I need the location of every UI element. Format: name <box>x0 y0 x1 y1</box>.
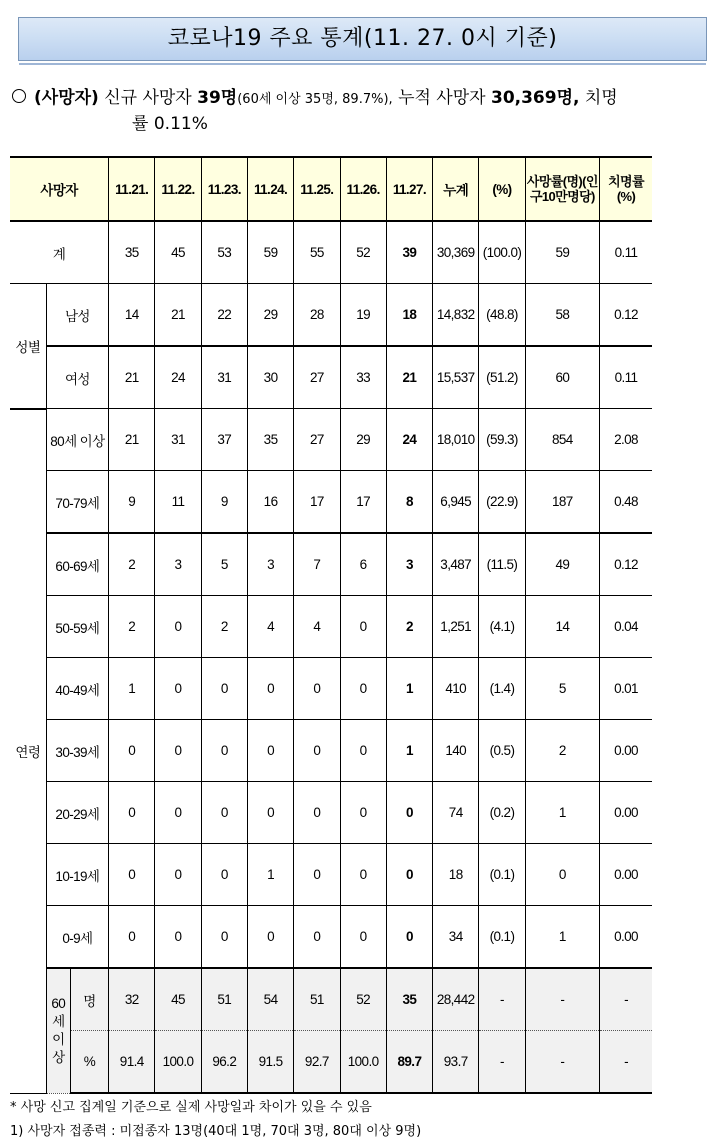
row-label: 10-19세 <box>46 844 108 906</box>
footnote-2: 1) 사망자 접종력 : 미접종자 13명(40대 1명, 70대 3명, 80대 이상 9명) <box>10 1124 422 1139</box>
table-row <box>10 346 652 409</box>
table-row <box>10 658 652 720</box>
value-cell: 30 <box>247 346 293 409</box>
summary-new-detail: (60세 이상 35명, 89.7%), <box>237 92 393 107</box>
value-cell: 91.4 <box>109 1031 155 1094</box>
footnote-1: * 사망 신고 집계일 기준으로 실제 사망일과 차이가 있을 수 있음 <box>10 1100 372 1115</box>
row-label: 계 <box>10 221 109 284</box>
value-cell: 24 <box>155 346 201 409</box>
value-cell: 1 <box>386 658 432 720</box>
value-cell: 22 <box>201 284 247 347</box>
value-cell: 0 <box>155 596 201 658</box>
row-label: 20-29세 <box>46 782 108 844</box>
death-summary <box>10 86 720 137</box>
fatality-cell: 0.00 <box>600 844 652 906</box>
value-cell: 89.7 <box>386 1031 432 1094</box>
value-cell: 27 <box>294 409 340 471</box>
value-cell: 21 <box>109 346 155 409</box>
value-cell: 0 <box>155 720 201 782</box>
value-cell: 0 <box>155 906 201 969</box>
value-cell: 59 <box>247 221 293 284</box>
value-cell: 0 <box>386 782 432 844</box>
value-cell: 33 <box>340 346 386 409</box>
pct-cell: (22.9) <box>479 471 525 534</box>
total-cell: 3,487 <box>433 533 479 596</box>
fatality-cell: 0.11 <box>600 346 652 409</box>
value-cell: 7 <box>294 533 340 596</box>
value-cell: 3 <box>386 533 432 596</box>
total-cell: 6,945 <box>433 471 479 534</box>
value-cell: 6 <box>340 533 386 596</box>
value-cell: 0 <box>340 906 386 969</box>
header-group: 사망자 <box>10 157 109 221</box>
value-cell: 0 <box>155 844 201 906</box>
pct-cell: - <box>479 1031 525 1094</box>
value-cell: 55 <box>294 221 340 284</box>
total-cell: 140 <box>433 720 479 782</box>
rate-cell: - <box>525 968 599 1031</box>
value-cell: 100.0 <box>340 1031 386 1094</box>
total-cell: 14,832 <box>433 284 479 347</box>
pct-cell: (0.5) <box>479 720 525 782</box>
value-cell: 1 <box>109 658 155 720</box>
header-date: 11.22. <box>155 157 201 221</box>
value-cell: 0 <box>294 844 340 906</box>
value-cell: 9 <box>201 471 247 534</box>
fatality-cell: 0.48 <box>600 471 652 534</box>
fatality-cell: 0.11 <box>600 221 652 284</box>
value-cell: 4 <box>247 596 293 658</box>
value-cell: 0 <box>340 658 386 720</box>
value-cell: 0 <box>201 782 247 844</box>
header-date: 11.26. <box>340 157 386 221</box>
bullet-circle-icon <box>12 89 26 103</box>
table-row <box>10 596 652 658</box>
value-cell: 1 <box>247 844 293 906</box>
value-cell: 91.5 <box>247 1031 293 1094</box>
total-cell: 34 <box>433 906 479 969</box>
value-cell: 0 <box>109 844 155 906</box>
rate-cell: 60 <box>525 346 599 409</box>
value-cell: 51 <box>294 968 340 1031</box>
value-cell: 52 <box>340 968 386 1031</box>
row-label: 남성 <box>46 284 108 347</box>
value-cell: 0 <box>201 844 247 906</box>
fatality-cell: 0.00 <box>600 906 652 969</box>
value-cell: 2 <box>109 596 155 658</box>
value-cell: 21 <box>155 284 201 347</box>
value-cell: 24 <box>386 409 432 471</box>
value-cell: 21 <box>109 409 155 471</box>
pct-cell: (0.2) <box>479 782 525 844</box>
summary-rate-label-1: 치명 <box>584 88 618 108</box>
table-header-row <box>10 157 652 221</box>
rate-cell: 1 <box>525 906 599 969</box>
fatality-cell: 0.04 <box>600 596 652 658</box>
value-cell: 0 <box>201 906 247 969</box>
header-rate-per-100k: 사망률(명)(인구10만명당) <box>525 157 599 221</box>
row-label: 0-9세 <box>46 906 108 969</box>
value-cell: 0 <box>386 906 432 969</box>
value-cell: 19 <box>340 284 386 347</box>
header-total: 누계 <box>433 157 479 221</box>
value-cell: 100.0 <box>155 1031 201 1094</box>
value-cell: 31 <box>201 346 247 409</box>
value-cell: 53 <box>201 221 247 284</box>
page-title-banner <box>18 17 707 61</box>
value-cell: 5 <box>201 533 247 596</box>
total-cell: 28,442 <box>433 968 479 1031</box>
value-cell: 0 <box>155 658 201 720</box>
table-row <box>10 844 652 906</box>
value-cell: 0 <box>201 658 247 720</box>
total-cell: 18 <box>433 844 479 906</box>
value-cell: 1 <box>386 720 432 782</box>
value-cell: 0 <box>340 720 386 782</box>
table-row <box>10 533 652 596</box>
header-pct: (%) <box>479 157 525 221</box>
value-cell: 51 <box>201 968 247 1031</box>
pct-cell: (100.0) <box>479 221 525 284</box>
fatality-cell: 0.12 <box>600 284 652 347</box>
summary-cum-value: 30,369명, <box>490 88 580 108</box>
value-cell: 52 <box>340 221 386 284</box>
total-cell: 30,369 <box>433 221 479 284</box>
group-label-over60: 60세 이상 <box>46 968 70 1093</box>
fatality-cell: 0.01 <box>600 658 652 720</box>
rate-cell: 0 <box>525 844 599 906</box>
total-cell: 1,251 <box>433 596 479 658</box>
value-cell: 31 <box>155 409 201 471</box>
value-cell: 17 <box>340 471 386 534</box>
pct-cell: (4.1) <box>479 596 525 658</box>
fatality-cell: 0.12 <box>600 533 652 596</box>
total-cell: 74 <box>433 782 479 844</box>
value-cell: 17 <box>294 471 340 534</box>
table-row <box>10 1031 652 1094</box>
pct-cell: (0.1) <box>479 844 525 906</box>
value-cell: 4 <box>294 596 340 658</box>
value-cell: 0 <box>340 782 386 844</box>
table-row <box>10 284 652 347</box>
value-cell: 2 <box>386 596 432 658</box>
total-cell: 15,537 <box>433 346 479 409</box>
pct-cell: - <box>479 968 525 1031</box>
value-cell: 0 <box>155 782 201 844</box>
value-cell: 0 <box>247 658 293 720</box>
rate-cell: 5 <box>525 658 599 720</box>
group-label-gender: 성별 <box>10 284 46 409</box>
row-label: 60-69세 <box>46 533 108 596</box>
table-row <box>10 471 652 534</box>
rate-cell: - <box>525 1031 599 1094</box>
value-cell: 28 <box>294 284 340 347</box>
pct-cell: (51.2) <box>479 346 525 409</box>
summary-rate-label-2: 률 <box>132 114 149 134</box>
value-cell: 0 <box>340 844 386 906</box>
value-cell: 27 <box>294 346 340 409</box>
header-date: 11.25. <box>294 157 340 221</box>
value-cell: 14 <box>109 284 155 347</box>
table-row <box>10 782 652 844</box>
header-date: 11.27. <box>386 157 432 221</box>
fatality-cell: 0.00 <box>600 720 652 782</box>
table-row <box>10 906 652 969</box>
rate-cell: 14 <box>525 596 599 658</box>
row-label: 명 <box>70 968 108 1031</box>
pct-cell: (48.8) <box>479 284 525 347</box>
fatality-cell: - <box>600 1031 652 1094</box>
row-label: 여성 <box>46 346 108 409</box>
total-cell: 93.7 <box>433 1031 479 1094</box>
table-row <box>10 720 652 782</box>
group-label-age: 연령 <box>10 409 46 1094</box>
summary-new-label: 신규 사망자 <box>104 88 192 108</box>
pct-cell: (59.3) <box>479 409 525 471</box>
pct-cell: (1.4) <box>479 658 525 720</box>
rate-cell: 854 <box>525 409 599 471</box>
value-cell: 0 <box>340 596 386 658</box>
value-cell: 21 <box>386 346 432 409</box>
total-cell: 410 <box>433 658 479 720</box>
fatality-cell: - <box>600 968 652 1031</box>
value-cell: 0 <box>247 720 293 782</box>
value-cell: 35 <box>247 409 293 471</box>
value-cell: 0 <box>294 782 340 844</box>
header-fatality-rate: 치명률(%) <box>600 157 652 221</box>
value-cell: 0 <box>294 720 340 782</box>
value-cell: 35 <box>386 968 432 1031</box>
value-cell: 37 <box>201 409 247 471</box>
value-cell: 45 <box>155 221 201 284</box>
header-date: 11.23. <box>201 157 247 221</box>
rate-cell: 59 <box>525 221 599 284</box>
header-date: 11.24. <box>247 157 293 221</box>
value-cell: 3 <box>247 533 293 596</box>
value-cell: 32 <box>109 968 155 1031</box>
rate-cell: 187 <box>525 471 599 534</box>
value-cell: 0 <box>247 782 293 844</box>
header-date: 11.21. <box>109 157 155 221</box>
value-cell: 8 <box>386 471 432 534</box>
value-cell: 0 <box>294 658 340 720</box>
value-cell: 2 <box>109 533 155 596</box>
value-cell: 0 <box>109 906 155 969</box>
value-cell: 16 <box>247 471 293 534</box>
table-row <box>10 409 652 471</box>
row-label: 50-59세 <box>46 596 108 658</box>
value-cell: 29 <box>247 284 293 347</box>
total-cell: 18,010 <box>433 409 479 471</box>
value-cell: 39 <box>386 221 432 284</box>
pct-cell: (11.5) <box>479 533 525 596</box>
value-cell: 18 <box>386 284 432 347</box>
value-cell: 96.2 <box>201 1031 247 1094</box>
value-cell: 54 <box>247 968 293 1031</box>
pct-cell: (0.1) <box>479 906 525 969</box>
rate-cell: 2 <box>525 720 599 782</box>
death-statistics-table <box>10 156 652 1094</box>
rate-cell: 49 <box>525 533 599 596</box>
value-cell: 0 <box>201 720 247 782</box>
summary-category: (사망자) <box>34 88 99 108</box>
value-cell: 9 <box>109 471 155 534</box>
summary-new-value: 39명 <box>197 88 238 108</box>
table-row <box>10 221 652 284</box>
title-underline <box>19 63 706 65</box>
page-title: 코로나19 주요 통계(11. 27. 0시 기준) <box>167 26 558 51</box>
value-cell: 0 <box>386 844 432 906</box>
value-cell: 92.7 <box>294 1031 340 1094</box>
rate-cell: 58 <box>525 284 599 347</box>
row-label: 40-49세 <box>46 658 108 720</box>
value-cell: 0 <box>109 720 155 782</box>
value-cell: 0 <box>247 906 293 969</box>
row-label: 30-39세 <box>46 720 108 782</box>
summary-rate-value: 0.11% <box>153 114 208 134</box>
rate-cell: 1 <box>525 782 599 844</box>
value-cell: 11 <box>155 471 201 534</box>
row-label: % <box>70 1031 108 1094</box>
value-cell: 29 <box>340 409 386 471</box>
table-row <box>10 968 652 1031</box>
fatality-cell: 2.08 <box>600 409 652 471</box>
summary-cum-label: 누적 사망자 <box>398 88 486 108</box>
value-cell: 0 <box>109 782 155 844</box>
value-cell: 3 <box>155 533 201 596</box>
value-cell: 45 <box>155 968 201 1031</box>
value-cell: 35 <box>109 221 155 284</box>
row-label: 70-79세 <box>46 471 108 534</box>
value-cell: 2 <box>201 596 247 658</box>
fatality-cell: 0.00 <box>600 782 652 844</box>
row-label: 80세 이상 <box>46 409 108 471</box>
value-cell: 0 <box>294 906 340 969</box>
